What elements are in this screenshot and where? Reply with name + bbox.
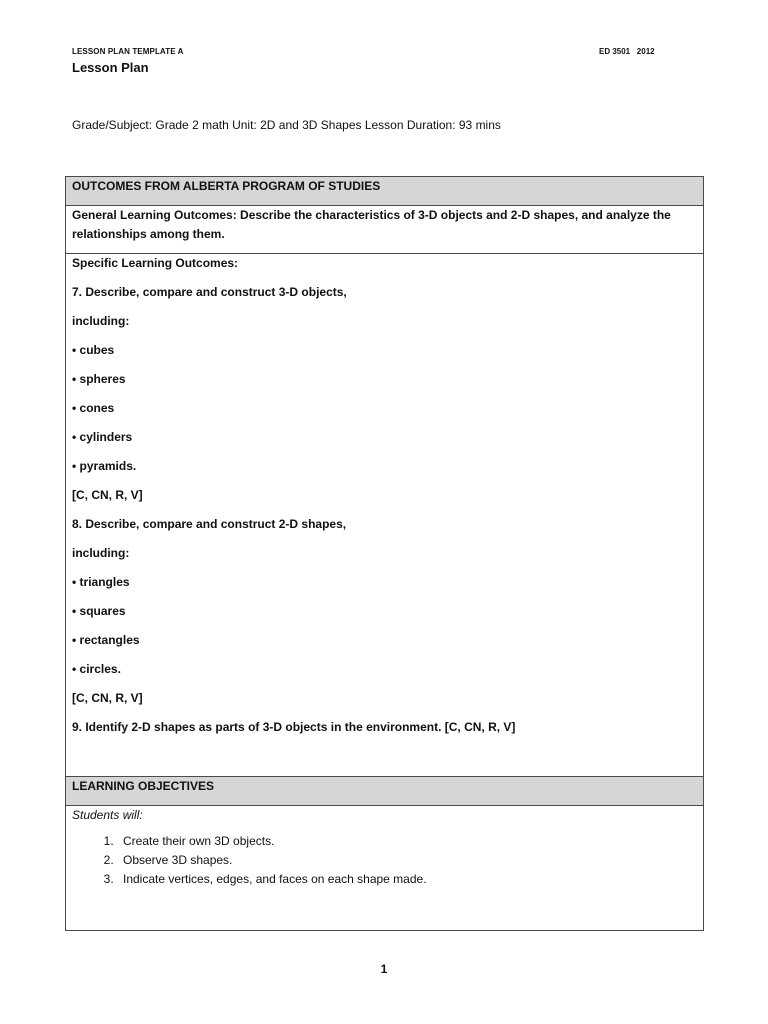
specific-outcome-line: 8. Describe, compare and construct 2-D shapes, xyxy=(72,517,347,531)
specific-outcome-line: [C, CN, R, V] xyxy=(72,488,143,502)
general-learning-outcomes: General Learning Outcomes: Describe the characteristics of 3-D objects and 2-D shapes, and analyze the relationships among them. xyxy=(66,206,704,254)
objective-item: 1. Create their own 3D objects. xyxy=(117,832,697,851)
specific-outcome-line: • cylinders xyxy=(72,430,133,444)
specific-outcome-line: • triangles xyxy=(72,575,130,589)
specific-learning-outcomes xyxy=(66,254,704,777)
specific-outcome-line: Specific Learning Outcomes: xyxy=(72,256,239,270)
objectives-list xyxy=(72,832,697,889)
specific-outcome-line: including: xyxy=(72,546,130,560)
students-will-label: Students will: xyxy=(72,808,143,822)
page-number: 1 xyxy=(380,962,388,976)
specific-outcome-line: including: xyxy=(72,314,130,328)
learning-objectives-body xyxy=(66,806,704,931)
specific-outcome-line: 7. Describe, compare and construct 3-D objects, xyxy=(72,285,347,299)
objective-item: 2. Observe 3D shapes. xyxy=(117,851,697,870)
specific-outcome-line: 9. Identify 2-D shapes as parts of 3-D objects in the environment. [C, CN, R, V] xyxy=(72,720,516,734)
learning-objectives-heading: LEARNING OBJECTIVES xyxy=(66,777,704,806)
specific-outcome-line: • spheres xyxy=(72,372,126,386)
specific-outcome-line: • rectangles xyxy=(72,633,140,647)
grade-subject-line: Grade/Subject: Grade 2 math Unit: 2D and 3D Shapes Lesson Duration: 93 mins xyxy=(72,118,501,132)
specific-outcome-line: • cones xyxy=(72,401,115,415)
specific-outcome-line: • pyramids. xyxy=(72,459,137,473)
specific-outcome-line: • circles. xyxy=(72,662,121,676)
lesson-plan-table xyxy=(65,176,704,931)
course-code: ED 3501 2012 xyxy=(599,47,655,56)
outcomes-heading: OUTCOMES FROM ALBERTA PROGRAM OF STUDIES xyxy=(66,177,704,206)
document-title: Lesson Plan xyxy=(72,60,149,75)
specific-outcomes-list xyxy=(72,254,697,747)
objective-item: 3. Indicate vertices, edges, and faces on each shape made. xyxy=(117,870,697,889)
specific-outcome-line: • squares xyxy=(72,604,126,618)
template-label: LESSON PLAN TEMPLATE A xyxy=(72,47,184,56)
specific-outcome-line: • cubes xyxy=(72,343,115,357)
specific-outcome-line: [C, CN, R, V] xyxy=(72,691,143,705)
